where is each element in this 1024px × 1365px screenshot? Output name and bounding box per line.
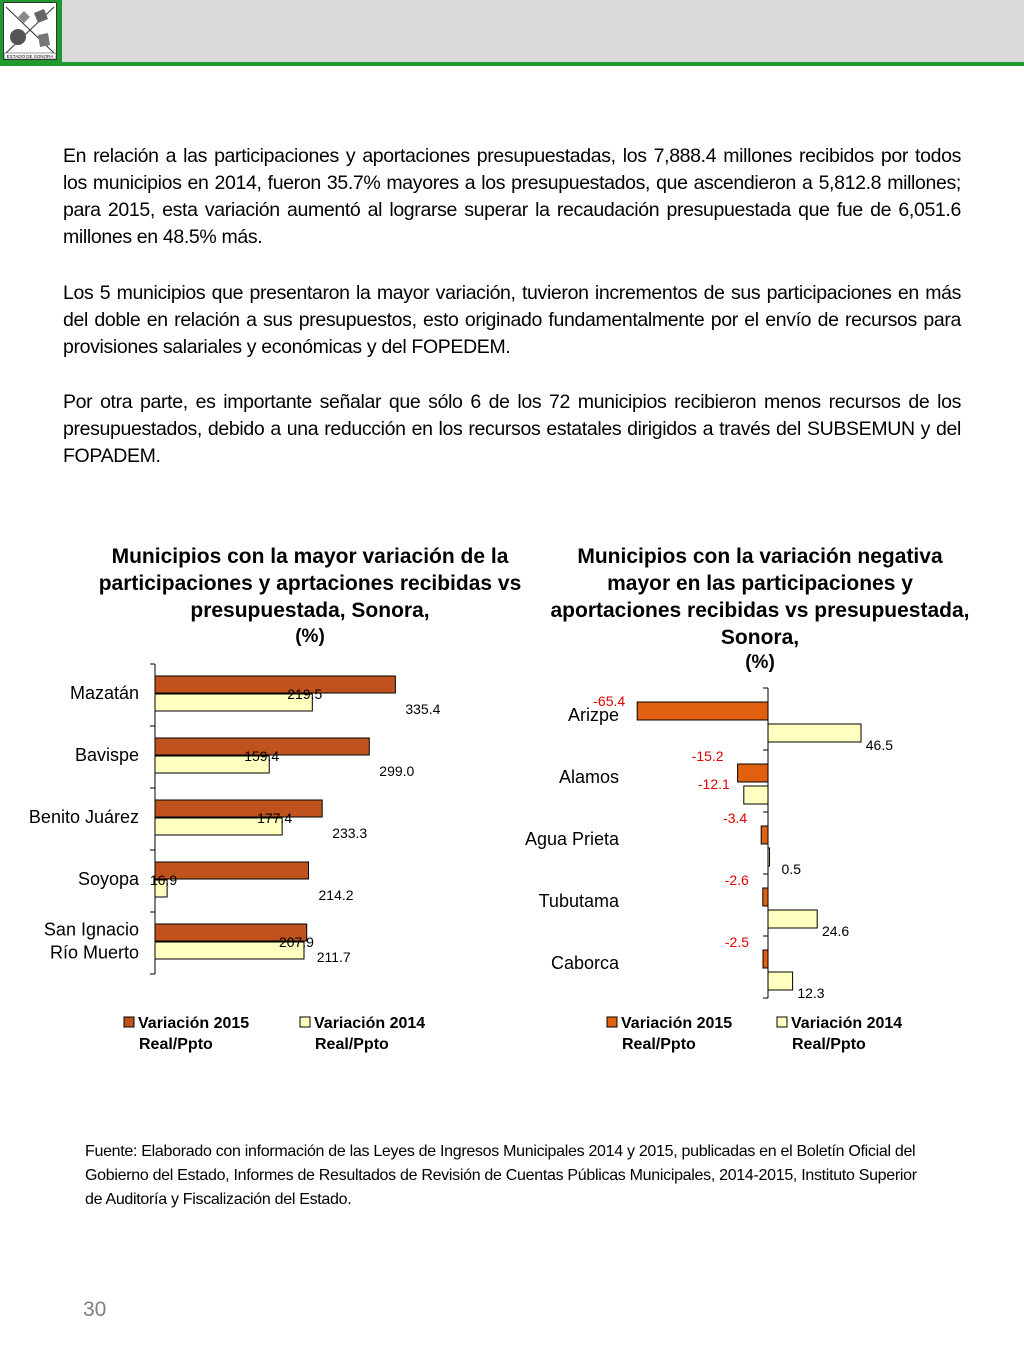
- bar-2015: [763, 888, 768, 906]
- chart-2: [512, 650, 1024, 1070]
- paragraph-3: Por otra parte, es importante señalar que sólo 6 de los 72 municipios recibieron menos recursos de los presupuestados, debido a una reducción en los recursos estatales dirigidos a través del SUBSEMUN y del FOPADEM.: [63, 391, 961, 467]
- bar-2015: [155, 676, 395, 693]
- bar-2015: [155, 800, 322, 817]
- bar-2014: [768, 724, 861, 742]
- category-label: Agua Prieta: [524, 829, 619, 849]
- category-label: Bavispe: [74, 745, 139, 765]
- source-note: Fuente: Elaborado con información de las Leyes de Ingresos Municipales 2014 y 2015, publicadas en el Boletín Oficial del Gobierno del Estado, Informes de Resultados de Revisión de Cuentas Públicas Municipales, 2014-2015, Instituto Superior de Auditoría y Fiscalización del Estado.: [85, 1143, 917, 1208]
- data-label: 214.2: [318, 887, 354, 903]
- paragraph-2: Los 5 municipios que presentaron la mayor variación, tuvieron incrementos de sus participaciones en más del doble en relación a sus presupuestos, esto originado fundamentalmente por el envío de recursos para provisiones salariales y económicas y del FOPEDEM.: [63, 282, 961, 358]
- category-label: Caborca: [550, 953, 619, 973]
- legend-label: Variación 2015: [621, 1015, 733, 1032]
- data-label: 219.5: [287, 686, 323, 702]
- category-label: Soyopa: [77, 869, 139, 889]
- legend-swatch: [607, 1017, 617, 1027]
- data-label: 0.5: [781, 861, 801, 877]
- data-label: -65.4: [593, 693, 626, 709]
- legend-label: Real/Ppto: [139, 1036, 213, 1053]
- svg-text:ESTADO DE SONORA: ESTADO DE SONORA: [6, 54, 54, 59]
- header-divider: [0, 62, 1024, 66]
- header-band: [0, 0, 1024, 66]
- page-number: 30: [83, 1298, 107, 1321]
- category-label: Tubutama: [538, 891, 619, 911]
- state-seal: [3, 2, 57, 60]
- chart-2-title: Municipios con la variación negativa mayor en las participaciones y aportaciones recibidas vs presupuestada, Sonora,: [550, 545, 970, 649]
- legend-label: Variación 2015: [138, 1015, 250, 1032]
- data-label: -3.4: [723, 810, 748, 826]
- logo: [0, 0, 62, 66]
- legend-swatch: [300, 1017, 310, 1027]
- legend-label: Variación 2014: [314, 1015, 426, 1032]
- data-label: 299.0: [379, 763, 415, 779]
- bar-2014: [768, 848, 770, 866]
- bar-2014: [744, 786, 768, 804]
- category-label: Mazatán: [69, 683, 139, 703]
- data-label: 211.7: [316, 949, 351, 965]
- chart-1: [0, 650, 512, 1070]
- bar-2014: [768, 972, 793, 990]
- category-label: Arizpe: [567, 705, 619, 725]
- data-label: 24.6: [821, 923, 850, 939]
- data-label: 16.9: [149, 872, 178, 888]
- data-label: -2.6: [724, 872, 749, 888]
- bar-2015: [763, 950, 768, 968]
- legend-label: Real/Ppto: [315, 1036, 389, 1053]
- state-seal-icon: [4, 3, 56, 59]
- legend-label: Variación 2014: [791, 1015, 903, 1032]
- bar-2015: [761, 826, 768, 844]
- bar-2015: [637, 702, 768, 720]
- paragraph-1: En relación a las participaciones y aportaciones presupuestadas, los 7,888.4 millones recibidos por todos los municipios en 2014, fueron 35.7% mayores a los presupuestados, que ascendieron a 5,812.8 millones; para 2015, esta variación aumentó al lograrse superar la recaudación presupuestada que fue de 6,051.6 millones en 48.5% más.: [63, 145, 961, 248]
- data-label: 335.4: [405, 701, 441, 717]
- category-label: Alamos: [558, 767, 619, 787]
- bar-2015: [155, 862, 309, 879]
- legend-label: Real/Ppto: [792, 1036, 866, 1053]
- legend-swatch: [124, 1017, 134, 1027]
- data-label: -2.5: [724, 934, 749, 950]
- category-label: Río Muerto: [49, 942, 139, 963]
- legend-swatch: [777, 1017, 787, 1027]
- data-label: 177.4: [257, 810, 293, 826]
- category-label: Benito Juárez: [28, 807, 139, 827]
- data-label: 159.4: [244, 748, 280, 764]
- chart-1-subtitle: (%): [295, 626, 325, 647]
- chart-1-title: Municipios con la mayor variación de la participaciones y aprtaciones recibidas vs presupuestada, Sonora,: [98, 545, 522, 622]
- bar-2014: [768, 910, 817, 928]
- data-label: 12.3: [797, 985, 825, 1001]
- legend-label: Real/Ppto: [622, 1036, 696, 1053]
- data-label: 233.3: [332, 825, 368, 841]
- data-label: 207.9: [278, 934, 314, 950]
- data-label: -15.2: [691, 748, 724, 764]
- bar-2015: [738, 764, 768, 782]
- category-label: San Ignacio: [43, 919, 139, 940]
- data-label: -12.1: [697, 776, 730, 792]
- chart-2-subtitle: (%): [745, 652, 775, 673]
- data-label: 46.5: [865, 737, 893, 753]
